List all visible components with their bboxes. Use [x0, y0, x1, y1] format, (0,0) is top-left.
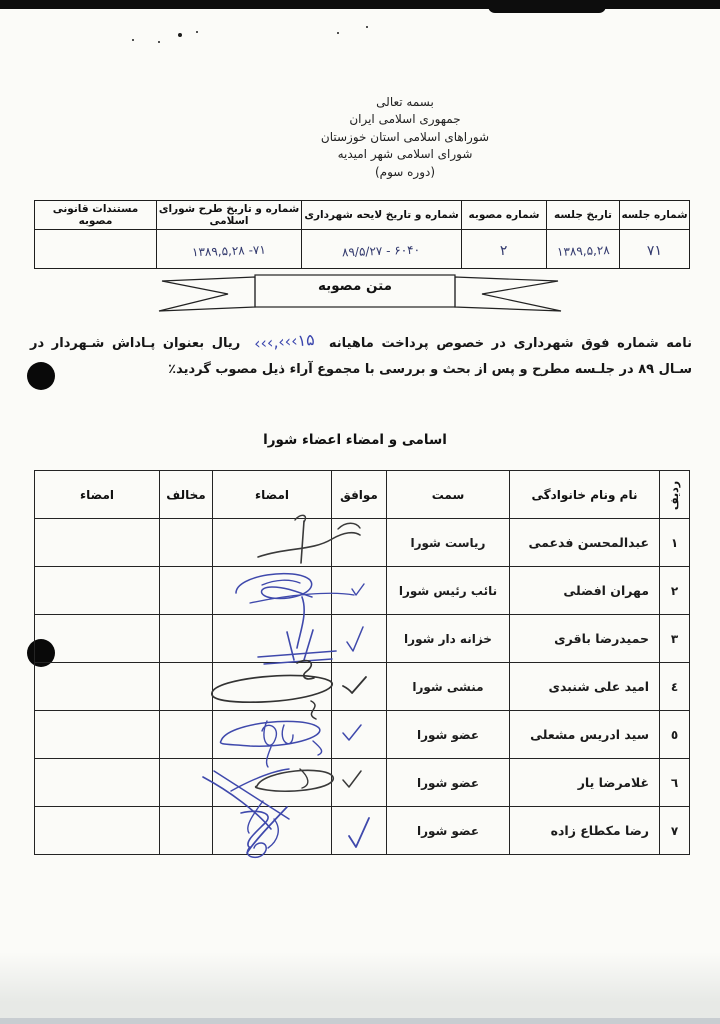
meta-value-session-date: ۱۳۸۹,۵,۲۸	[547, 230, 620, 269]
letterhead	[45, 94, 720, 181]
meta-value-resolution-no: ۲	[462, 230, 547, 269]
signature-cell	[213, 663, 332, 711]
member-name: رضا مکطاع زاده	[510, 807, 660, 855]
signature-cell	[213, 759, 332, 807]
signature2-cell	[35, 615, 160, 663]
member-name: عبدالمحسن فدعمی	[510, 519, 660, 567]
meta-value-session-no: ۷۱	[620, 230, 690, 269]
member-position: ریاست شورا	[387, 519, 510, 567]
oppose-cell	[160, 615, 213, 663]
resolution-text-before: نامه شماره فوق شهرداری در خصوص پرداخت ماهیانه	[328, 336, 692, 351]
agree-cell	[332, 663, 387, 711]
members-section-title: اسامی و امضاء اعضاء شورا	[263, 432, 447, 448]
meta-header-bill: شماره و تاریخ لایحه شهرداری	[302, 201, 462, 230]
member-no: ٤	[660, 663, 690, 711]
resolution-meta-table	[34, 200, 690, 269]
meta-values-row	[35, 230, 690, 269]
member-name: امید علی شنبدی	[510, 663, 660, 711]
header-name: نام ونام خانوادگی	[510, 471, 660, 519]
scan-top-edge	[0, 0, 720, 9]
signature-cell	[213, 711, 332, 759]
letterhead-line-country: جمهوری اسلامی ایران	[349, 112, 461, 127]
member-row	[35, 663, 690, 711]
header-agree: موافق	[332, 471, 387, 519]
oppose-cell	[160, 759, 213, 807]
header-signature: امضاء	[213, 471, 332, 519]
member-name: حمیدرضا باقری	[510, 615, 660, 663]
agree-cell	[332, 759, 387, 807]
scan-top-blob	[488, 0, 606, 13]
resolution-text-after: ریال بعنوان پـاداش شـهردار در سـال ۸۹ در جلـسه مطرح و پس از بحث و بررسی با مجموع آراء ذیل مصوب گردید٪	[30, 336, 692, 378]
member-name: غلامرضا یار	[510, 759, 660, 807]
scan-speck	[132, 39, 134, 41]
meta-header-row	[35, 201, 690, 230]
scan-bottom-shade	[0, 952, 720, 1024]
member-position: عضو شورا	[387, 807, 510, 855]
meta-value-legal-docs	[35, 230, 157, 269]
member-row	[35, 711, 690, 759]
signature2-cell	[35, 519, 160, 567]
member-no: ۱	[660, 519, 690, 567]
banner-title: متن مصوبه	[317, 278, 393, 294]
member-no: ۲	[660, 567, 690, 615]
meta-header-resolution-no: شماره مصوبه	[462, 201, 547, 230]
member-name: سید ادریس مشعلی	[510, 711, 660, 759]
member-row	[35, 759, 690, 807]
member-no: ٥	[660, 711, 690, 759]
resolution-paragraph	[30, 326, 692, 383]
member-row	[35, 519, 690, 567]
oppose-cell	[160, 663, 213, 711]
oppose-cell	[160, 807, 213, 855]
meta-value-bill: ۸۹/۵/۲۷ - ۶۰۴۰	[302, 230, 462, 269]
member-no: ۳	[660, 615, 690, 663]
member-no: ٦	[660, 759, 690, 807]
meta-header-session-date: تاریخ جلسه	[547, 201, 620, 230]
oppose-cell	[160, 519, 213, 567]
header-oppose: مخالف	[160, 471, 213, 519]
oppose-cell	[160, 567, 213, 615]
members-table	[34, 470, 690, 855]
member-position: نائب رئیس شورا	[387, 567, 510, 615]
agree-cell	[332, 615, 387, 663]
member-position: عضو شورا	[387, 759, 510, 807]
meta-header-session-no: شماره جلسه	[620, 201, 690, 230]
scan-speck	[196, 31, 198, 33]
signature2-cell	[35, 759, 160, 807]
signature-cell	[213, 807, 332, 855]
resolution-text-banner	[153, 272, 568, 312]
scan-speck	[366, 26, 368, 28]
member-name: مهران افضلی	[510, 567, 660, 615]
letterhead-line-basmala: بسمه تعالی	[376, 95, 434, 109]
meta-value-plan: ۱۳۸۹,۵,۲۸ -۷۱	[157, 230, 302, 269]
member-row	[35, 807, 690, 855]
oppose-cell	[160, 711, 213, 759]
signature2-cell	[35, 567, 160, 615]
meta-header-plan: شماره و تاریخ طرح شورای اسلامی	[157, 201, 302, 230]
letterhead-line-city: شورای اسلامی شهر امیدیه	[337, 147, 473, 162]
agree-cell	[332, 567, 387, 615]
letterhead-line-province: شوراهای اسلامی استان خوزستان	[320, 129, 490, 144]
scan-speck	[337, 32, 339, 34]
signature2-cell	[35, 663, 160, 711]
scan-speck	[158, 41, 160, 43]
header-signature-2: امضاء	[35, 471, 160, 519]
signature-cell	[213, 519, 332, 567]
header-position: سمت	[387, 471, 510, 519]
scan-bottom-edge	[0, 1018, 720, 1024]
members-header-row	[35, 471, 690, 519]
letterhead-line-term: (دوره سوم)	[374, 164, 436, 179]
agree-cell	[332, 711, 387, 759]
signature-cell	[213, 567, 332, 615]
signature2-cell	[35, 807, 160, 855]
member-position: عضو شورا	[387, 711, 510, 759]
handwritten-amount: ‹‹‹,‹‹‹۱۵	[253, 329, 316, 354]
meta-header-legal-docs: مستندات قانونی مصوبه	[35, 201, 157, 230]
member-row	[35, 615, 690, 663]
signature-cell	[213, 615, 332, 663]
header-row-no: ردیف	[660, 471, 690, 519]
member-position: خزانه دار شورا	[387, 615, 510, 663]
scan-speck	[178, 33, 182, 37]
member-position: منشی شورا	[387, 663, 510, 711]
member-no: ۷	[660, 807, 690, 855]
member-row	[35, 567, 690, 615]
agree-cell	[332, 519, 387, 567]
signature2-cell	[35, 711, 160, 759]
agree-cell	[332, 807, 387, 855]
